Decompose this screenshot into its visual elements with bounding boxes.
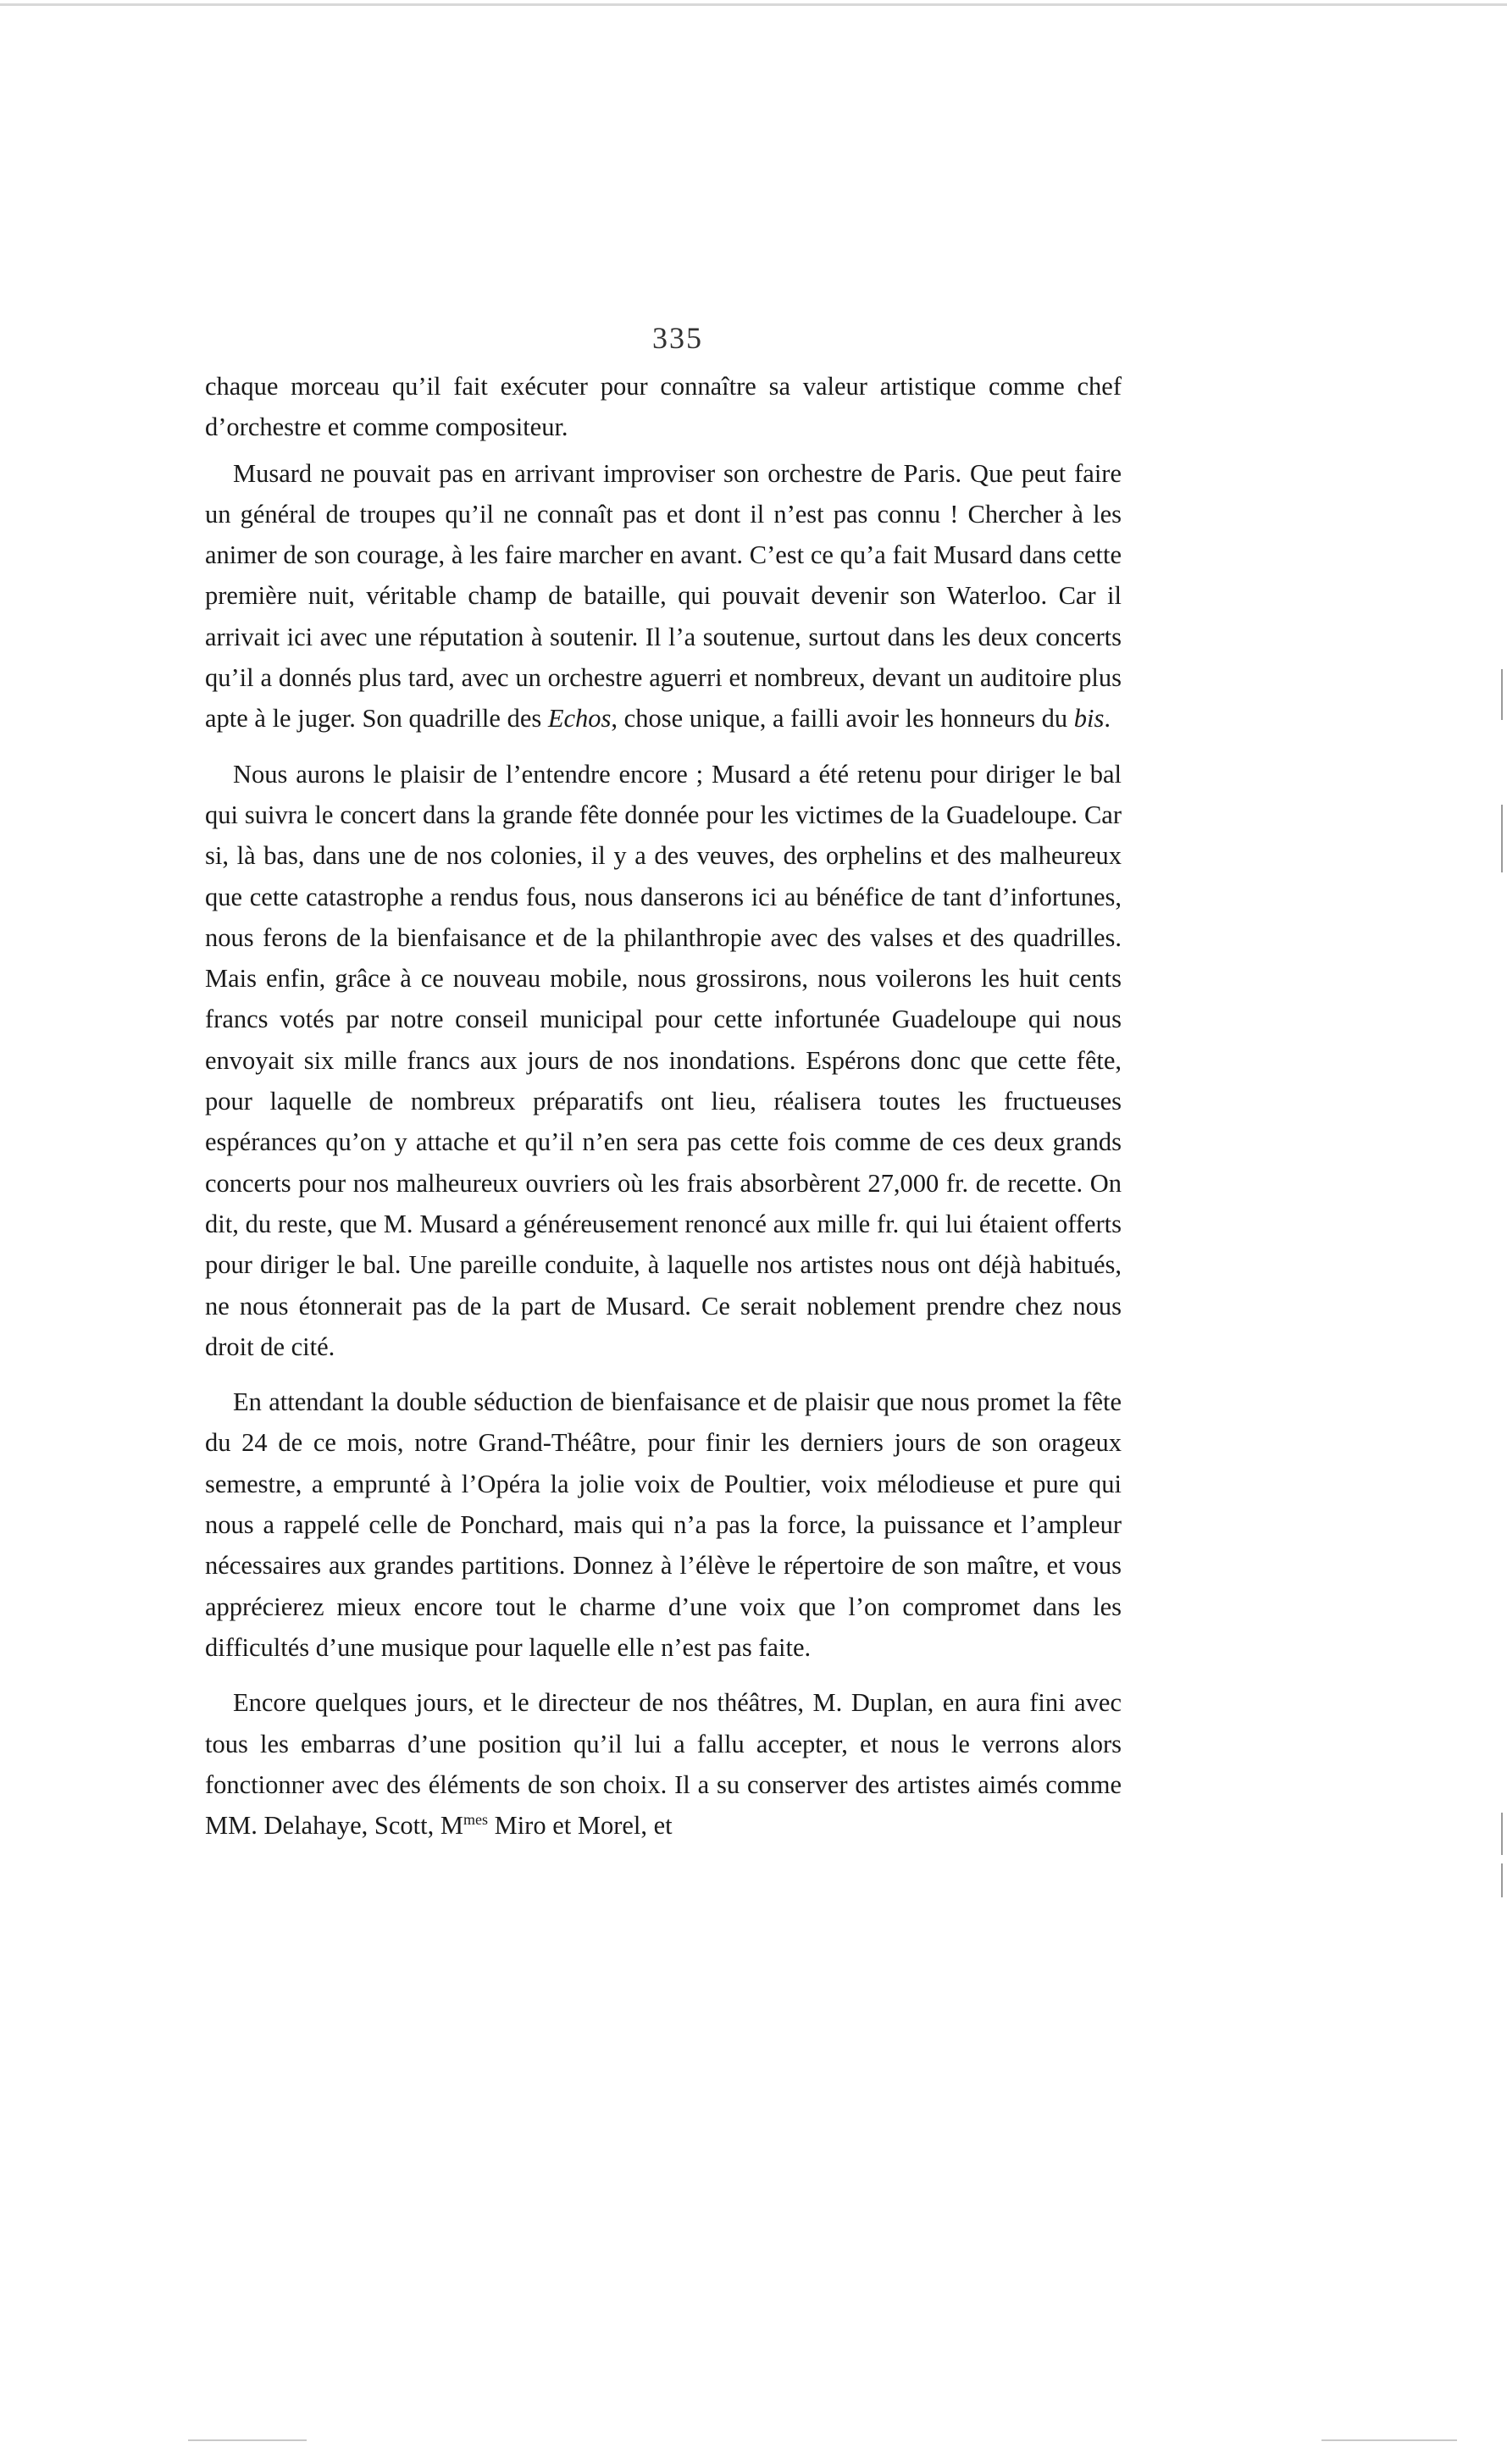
scan-edge-mark-3 [1501,1813,1503,1855]
paragraph-3: Nous aurons le plaisir de l’entendre encore ; Musard a été retenu pour diriger le bal qui suivra le concert dans la grande fête donnée pour les victimes de la Guadeloupe. Car si, là bas, dans une de nos colonies, il y a des veuves, des orphelins et des malheureux que cette catastrophe a rendus fous, nous danserons ici au bénéfice de tant d’infortunes, nous ferons de la bienfaisance et de la philanthropie avec des valses et des quadrilles. Mais enfin, grâce à ce nouveau mobile, nous grossirons, nous voilerons les huit cents francs votés par notre conseil municipal pour cette infortunée Guadeloupe qui nous envoyait six mille francs aux jours de nos inondations. Espérons donc que cette fête, pour laquelle de nombreux préparatifs ont lieu, réalisera toutes les fructueuses espérances qu’on y attache et qu’il n’en sera pas cette fois comme de ces deux grands concerts pour nos malheureux ouvriers où les frais absorbèrent 27,000 fr. de recette. On dit, du reste, que M. Musard a généreusement renoncé aux mille fr. qui lui étaient offerts pour diriger le bal. Une pareille conduite, à laquelle nos artistes nous ont déjà habitués, ne nous étonnerait pas de la part de Musard. Ce serait noblement prendre chez nous droit de cité. [205,759,1122,1361]
paragraph-2-italic-echos: Echos [547,704,612,734]
bottom-edge-rule-right [1321,2439,1457,2441]
bottom-edge-rule-left [188,2439,307,2441]
paragraph-1: chaque morceau qu’il fait exécuter pour connaître sa valeur artistique comme chef d’orchestre et comme compositeur. [205,372,1122,442]
top-edge-rule [0,3,1507,6]
paragraph-2-text: Musard ne pouvait pas en arrivant improviser son orchestre de Paris. Que peut faire un général de troupes qu’il ne connaît pas et dont il n’est pas connu ! Chercher à les animer de son courage, à les faire marcher en avant. C’est ce qu’a fait Musard dans cette première nuit, véritable champ de bataille, qui pouvait devenir son Waterloo. Car il arrivait ici avec une réputation à soutenir. Il l’a soutenue, surtout dans les deux concerts qu’il a donnés plus tard, avec un orchestre aguerri et nombreux, devant un auditoire plus apte à le juger. Son quadrille des [205,458,1122,734]
paragraph-5-text-end: Miro et Morel, et [487,1811,673,1841]
paragraph-4: En attendant la double séduction de bienfaisance et de plaisir que nous promet la fête du 24 de ce mois, notre Grand-Théâtre, pour finir les derniers jours de son orageux semestre, a emprunté à l’Opéra la jolie voix de Poultier, voix mélodieuse et pure qui nous a rappelé celle de Ponchard, mais qui n’a pas la force, la puissance et l’ampleur nécessaires aux grandes partitions. Donnez à l’élève le répertoire de son maître, et vous apprécierez mieux encore tout le charme d’une voix que l’on compromet dans les difficultés d’une musique pour laquelle elle n’est pas faite. [205,1387,1122,1662]
scan-edge-mark-4 [1501,1863,1503,1897]
scan-edge-mark-2 [1501,805,1503,872]
paragraph-2-italic-bis: bis [1073,704,1105,734]
paragraph-5-superscript: mes [463,1810,488,1828]
paragraph-2-text-mid: , chose unique, a failli avoir les honneurs du [611,704,1074,734]
paragraph-5 [205,1682,1122,1846]
paragraph-2-text-end: . [1104,704,1111,734]
paragraph-5-text: Encore quelques jours, et le directeur de nos théâtres, M. Duplan, en aura fini avec tous les embarras d’une position qu’il lui a fallu accepter, et nous le verrons alors fonctionner avec des éléments de son choix. Il a su conserver des artistes aimés comme MM. Delahaye, Scott, M [205,1688,1122,1841]
page-number: 335 [652,321,703,355]
body-text [205,366,1122,1846]
scan-edge-mark-1 [1501,669,1503,720]
paragraph-2 [205,453,1122,739]
